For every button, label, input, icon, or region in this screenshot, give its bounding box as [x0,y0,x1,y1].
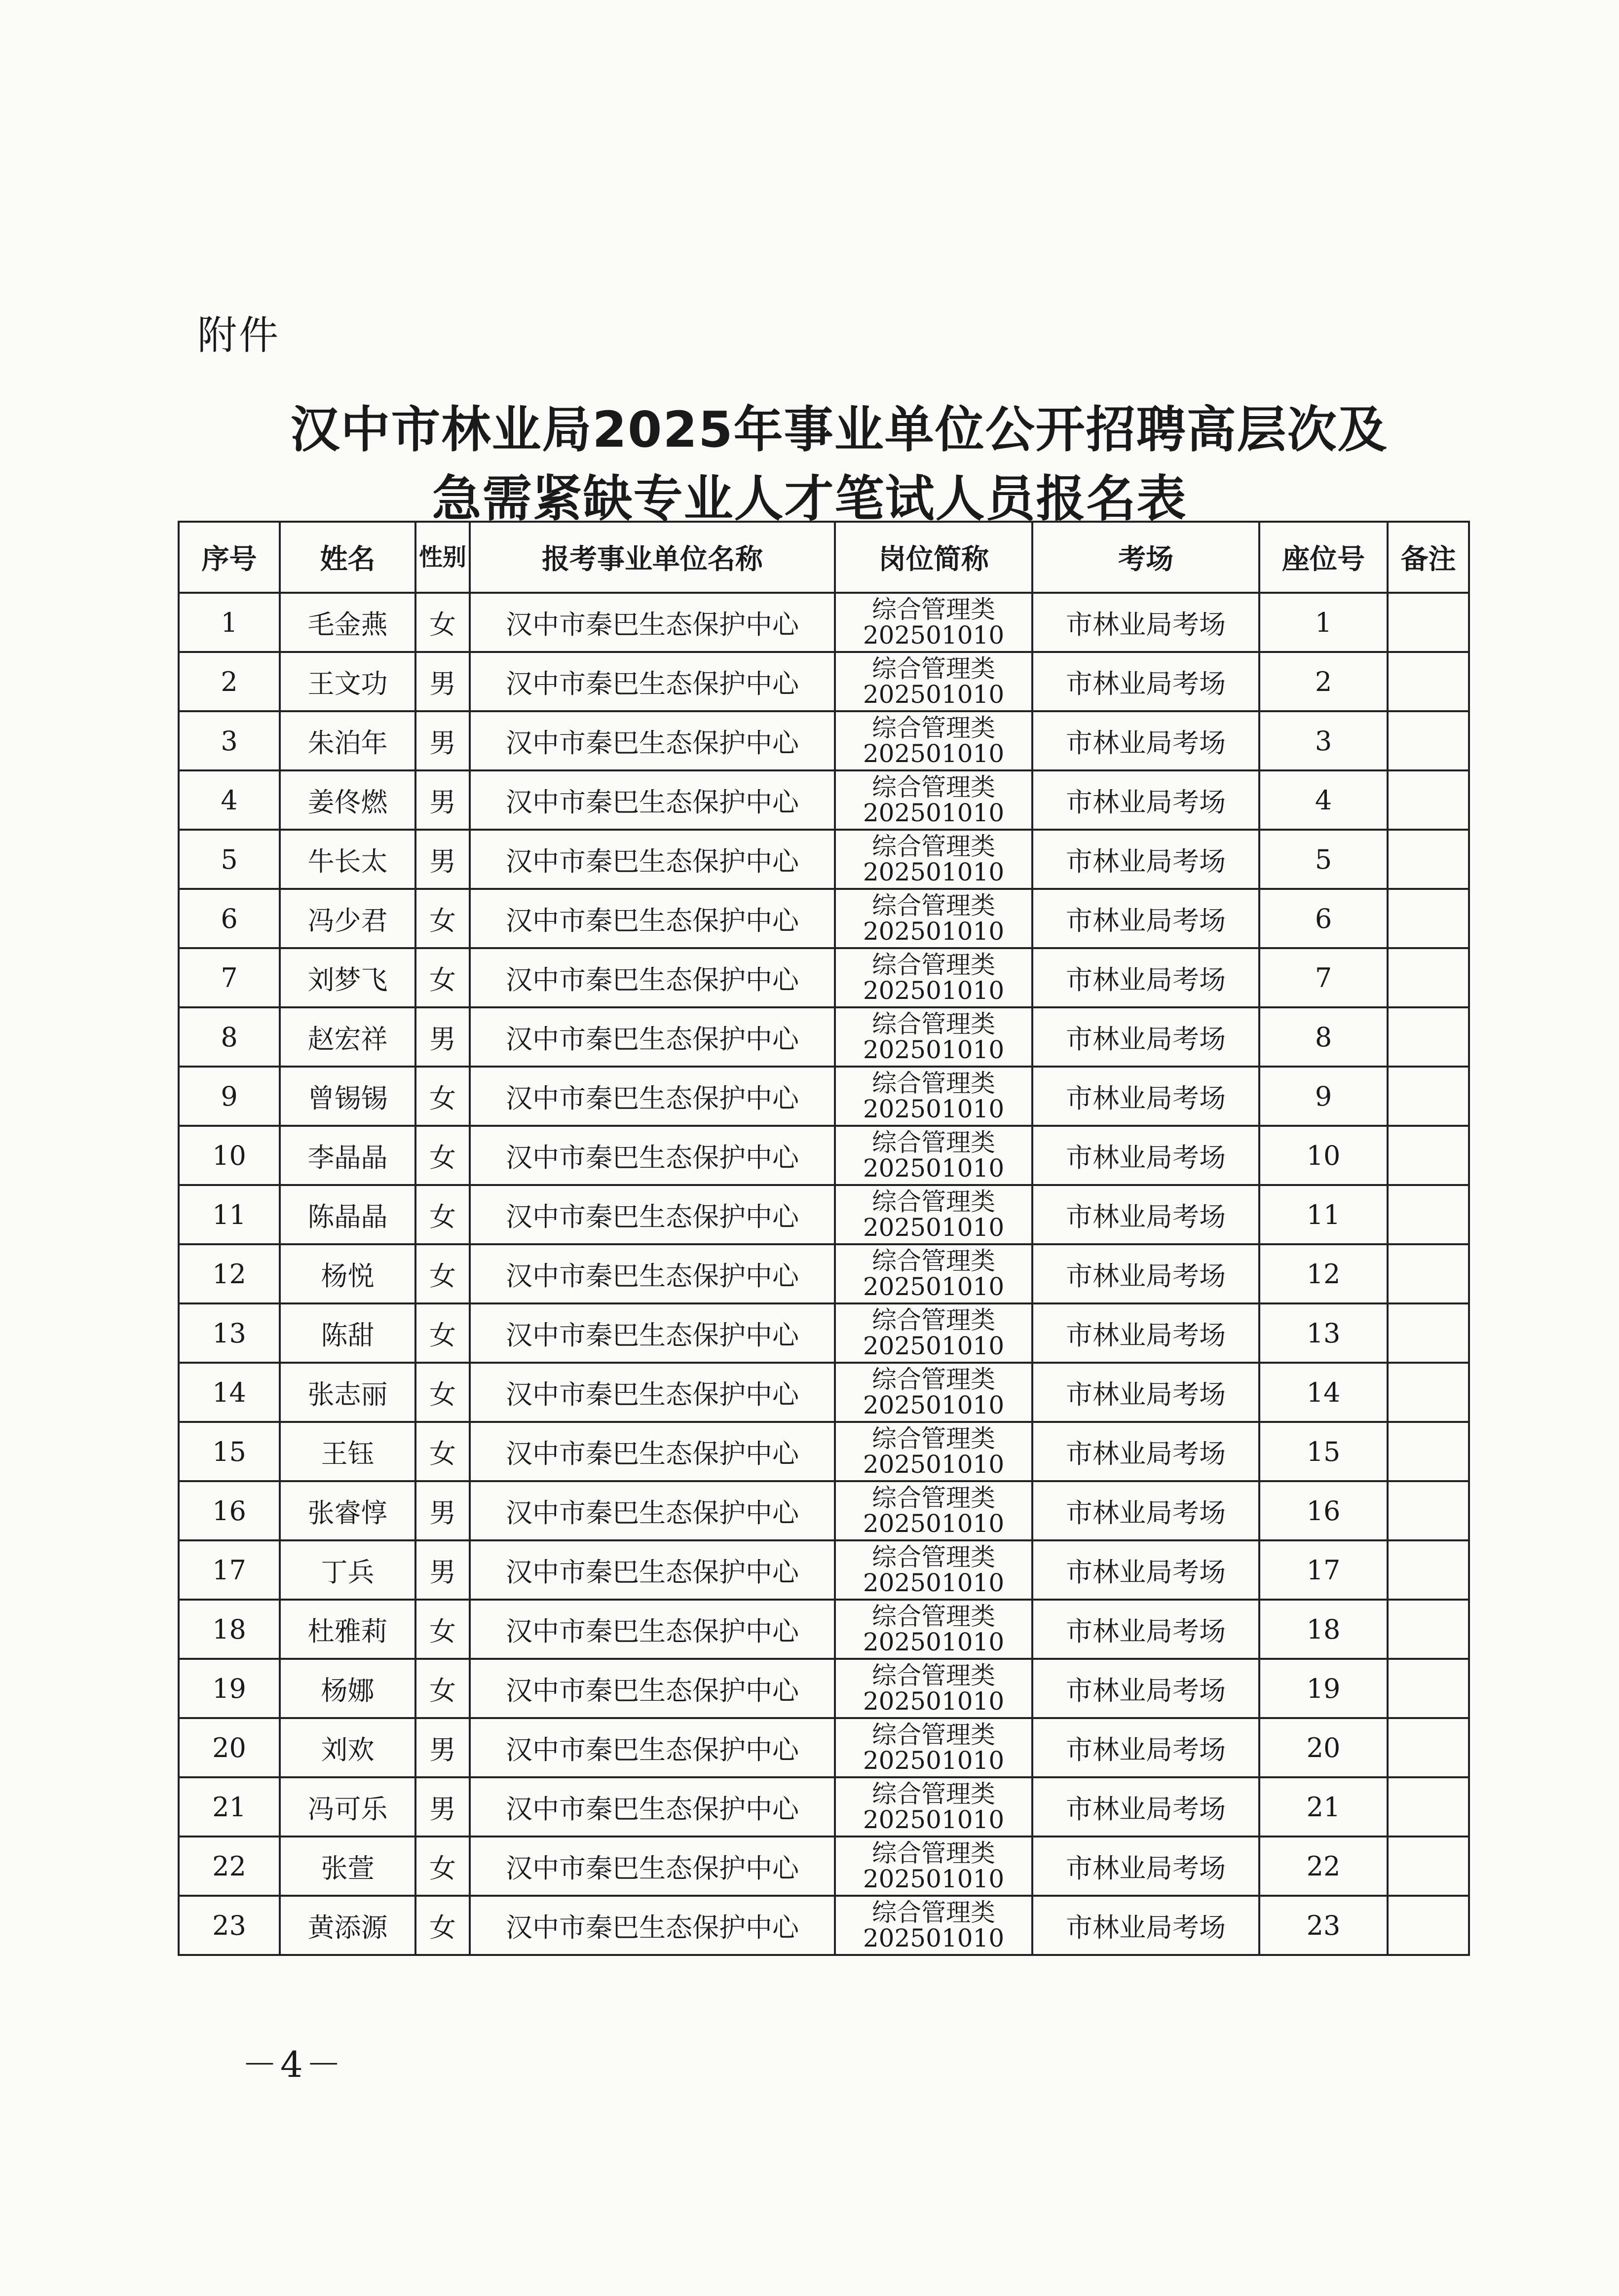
cell-room: 市林业局考场 [1032,1185,1259,1244]
cell-sex: 女 [415,593,470,652]
cell-note [1388,948,1469,1007]
column-header-sex: 性别 [415,522,470,593]
cell-sex: 女 [415,1422,470,1481]
post-code: 202501010 [863,1095,1005,1123]
cell-post [835,1363,1032,1422]
post-code: 202501010 [863,1746,1005,1775]
post-code: 202501010 [863,680,1005,709]
cell-note [1388,770,1469,830]
cell-note [1388,1540,1469,1600]
cell-no: 23 [179,1896,280,1955]
post-name: 综合管理类 [872,891,995,920]
post-code: 202501010 [863,1391,1005,1419]
cell-room: 市林业局考场 [1032,889,1259,948]
cell-note [1388,1067,1469,1126]
table-row [179,1896,1469,1955]
cell-room: 市林业局考场 [1032,1659,1259,1718]
cell-name: 张志丽 [280,1363,415,1422]
cell-unit: 汉中市秦巴生态保护中心 [470,1718,835,1777]
cell-unit: 汉中市秦巴生态保护中心 [470,1185,835,1244]
table-row [179,1777,1469,1837]
cell-post [835,1303,1032,1363]
post-name: 综合管理类 [872,1661,995,1690]
cell-room: 市林业局考场 [1032,1540,1259,1600]
cell-post [835,889,1032,948]
cell-unit: 汉中市秦巴生态保护中心 [470,1837,835,1896]
table-row [179,652,1469,711]
cell-seat: 11 [1259,1185,1388,1244]
registration-table [178,521,1470,1956]
post-code: 202501010 [863,1272,1005,1301]
cell-note [1388,1777,1469,1837]
cell-no: 16 [179,1481,280,1540]
cell-sex: 男 [415,1777,470,1837]
post-name: 综合管理类 [872,1306,995,1335]
post-name: 综合管理类 [872,951,995,979]
post-code: 202501010 [863,858,1005,886]
cell-seat: 23 [1259,1896,1388,1955]
cell-name: 毛金燕 [280,593,415,652]
cell-note [1388,1896,1469,1955]
cell-name: 陈晶晶 [280,1185,415,1244]
cell-sex: 男 [415,1540,470,1600]
table-row [179,1244,1469,1303]
cell-note [1388,711,1469,770]
cell-sex: 女 [415,1126,470,1185]
cell-unit: 汉中市秦巴生态保护中心 [470,1777,835,1837]
cell-sex: 女 [415,948,470,1007]
cell-sex: 女 [415,1185,470,1244]
post-code: 202501010 [863,1569,1005,1597]
cell-room: 市林业局考场 [1032,1007,1259,1067]
cell-unit: 汉中市秦巴生态保护中心 [470,1600,835,1659]
cell-seat: 17 [1259,1540,1388,1600]
table-body [179,593,1469,1955]
column-header-name: 姓名 [280,522,415,593]
table-row [179,711,1469,770]
post-code: 202501010 [863,1154,1005,1183]
cell-post [835,1659,1032,1718]
cell-sex: 男 [415,1718,470,1777]
cell-name: 杜雅莉 [280,1600,415,1659]
cell-post [835,1067,1032,1126]
cell-no: 11 [179,1185,280,1244]
cell-unit: 汉中市秦巴生态保护中心 [470,593,835,652]
cell-post [835,770,1032,830]
table-row [179,948,1469,1007]
cell-unit: 汉中市秦巴生态保护中心 [470,652,835,711]
post-name: 综合管理类 [872,654,995,683]
cell-seat: 13 [1259,1303,1388,1363]
cell-no: 15 [179,1422,280,1481]
cell-name: 杨悦 [280,1244,415,1303]
post-name: 综合管理类 [872,1898,995,1927]
cell-no: 12 [179,1244,280,1303]
cell-name: 李晶晶 [280,1126,415,1185]
page-number: －4－ [242,2044,344,2085]
cell-room: 市林业局考场 [1032,1481,1259,1540]
cell-name: 牛长太 [280,830,415,889]
cell-name: 张萱 [280,1837,415,1896]
cell-sex: 女 [415,1244,470,1303]
cell-sex: 男 [415,652,470,711]
cell-seat: 1 [1259,593,1388,652]
cell-room: 市林业局考场 [1032,948,1259,1007]
cell-name: 杨娜 [280,1659,415,1718]
cell-sex: 男 [415,1481,470,1540]
post-code: 202501010 [863,739,1005,768]
post-name: 综合管理类 [872,1128,995,1157]
cell-post [835,1896,1032,1955]
cell-post [835,1718,1032,1777]
table-row [179,889,1469,948]
cell-seat: 3 [1259,711,1388,770]
cell-room: 市林业局考场 [1032,1303,1259,1363]
cell-post [835,1837,1032,1896]
cell-room: 市林业局考场 [1032,1777,1259,1837]
post-code: 202501010 [863,1035,1005,1064]
post-name: 综合管理类 [872,1010,995,1038]
cell-post [835,652,1032,711]
cell-name: 刘欢 [280,1718,415,1777]
cell-post [835,830,1032,889]
post-code: 202501010 [863,799,1005,827]
cell-note [1388,889,1469,948]
post-name: 综合管理类 [872,773,995,802]
cell-unit: 汉中市秦巴生态保护中心 [470,1896,835,1955]
table-row [179,1007,1469,1067]
column-header-post: 岗位简称 [835,522,1032,593]
cell-name: 陈甜 [280,1303,415,1363]
table-header-row [179,522,1469,593]
post-name: 综合管理类 [872,595,995,624]
cell-post [835,711,1032,770]
cell-post [835,948,1032,1007]
cell-no: 17 [179,1540,280,1600]
cell-seat: 2 [1259,652,1388,711]
cell-unit: 汉中市秦巴生态保护中心 [470,1303,835,1363]
table-row [179,1837,1469,1896]
post-name: 综合管理类 [872,1602,995,1631]
cell-name: 王钰 [280,1422,415,1481]
post-name: 综合管理类 [872,1543,995,1571]
cell-no: 4 [179,770,280,830]
table-row [179,770,1469,830]
cell-seat: 22 [1259,1837,1388,1896]
cell-room: 市林业局考场 [1032,830,1259,889]
cell-room: 市林业局考场 [1032,1837,1259,1896]
document-title-line-1: 汉中市林业局2025年事业单位公开招聘高层次及 [290,401,1388,459]
cell-unit: 汉中市秦巴生态保护中心 [470,770,835,830]
cell-note [1388,1718,1469,1777]
cell-post [835,1007,1032,1067]
cell-seat: 4 [1259,770,1388,830]
table-row [179,1363,1469,1422]
cell-unit: 汉中市秦巴生态保护中心 [470,1363,835,1422]
column-header-room: 考场 [1032,522,1259,593]
cell-note [1388,1837,1469,1896]
cell-no: 19 [179,1659,280,1718]
cell-post [835,1481,1032,1540]
cell-seat: 14 [1259,1363,1388,1422]
cell-no: 21 [179,1777,280,1837]
cell-note [1388,652,1469,711]
cell-note [1388,1481,1469,1540]
cell-no: 18 [179,1600,280,1659]
cell-sex: 女 [415,1837,470,1896]
table-row [179,1718,1469,1777]
table-row [179,1303,1469,1363]
cell-name: 王文功 [280,652,415,711]
table-row [179,1067,1469,1126]
cell-unit: 汉中市秦巴生态保护中心 [470,830,835,889]
cell-note [1388,1363,1469,1422]
post-code: 202501010 [863,1805,1005,1834]
column-header-note: 备注 [1388,522,1469,593]
cell-name: 曾锡锡 [280,1067,415,1126]
cell-note [1388,1303,1469,1363]
cell-no: 3 [179,711,280,770]
table-row [179,1481,1469,1540]
post-name: 综合管理类 [872,1484,995,1512]
cell-seat: 18 [1259,1600,1388,1659]
cell-sex: 女 [415,1600,470,1659]
cell-post [835,1126,1032,1185]
cell-name: 丁兵 [280,1540,415,1600]
post-code: 202501010 [863,621,1005,650]
cell-no: 14 [179,1363,280,1422]
post-code: 202501010 [863,1865,1005,1893]
cell-no: 1 [179,593,280,652]
cell-room: 市林业局考场 [1032,1067,1259,1126]
cell-sex: 女 [415,1896,470,1955]
column-header-no: 序号 [179,522,280,593]
post-code: 202501010 [863,1213,1005,1242]
cell-note [1388,1422,1469,1481]
cell-seat: 19 [1259,1659,1388,1718]
cell-name: 冯少君 [280,889,415,948]
cell-unit: 汉中市秦巴生态保护中心 [470,948,835,1007]
cell-name: 冯可乐 [280,1777,415,1837]
cell-name: 黄添源 [280,1896,415,1955]
cell-sex: 女 [415,889,470,948]
post-name: 综合管理类 [872,1365,995,1394]
cell-unit: 汉中市秦巴生态保护中心 [470,1067,835,1126]
cell-room: 市林业局考场 [1032,1126,1259,1185]
cell-note [1388,830,1469,889]
table-row [179,1600,1469,1659]
cell-unit: 汉中市秦巴生态保护中心 [470,1244,835,1303]
cell-sex: 女 [415,1303,470,1363]
cell-sex: 男 [415,770,470,830]
post-code: 202501010 [863,976,1005,1005]
cell-unit: 汉中市秦巴生态保护中心 [470,711,835,770]
cell-room: 市林业局考场 [1032,1244,1259,1303]
cell-seat: 5 [1259,830,1388,889]
cell-note [1388,1007,1469,1067]
cell-unit: 汉中市秦巴生态保护中心 [470,1422,835,1481]
cell-no: 5 [179,830,280,889]
cell-seat: 6 [1259,889,1388,948]
cell-name: 姜佟燃 [280,770,415,830]
cell-sex: 男 [415,711,470,770]
cell-note [1388,1126,1469,1185]
post-name: 综合管理类 [872,1187,995,1216]
cell-no: 2 [179,652,280,711]
post-name: 综合管理类 [872,1424,995,1453]
cell-name: 张睿惇 [280,1481,415,1540]
cell-room: 市林业局考场 [1032,1600,1259,1659]
cell-sex: 女 [415,1659,470,1718]
post-code: 202501010 [863,1450,1005,1479]
cell-seat: 9 [1259,1067,1388,1126]
post-name: 综合管理类 [872,832,995,861]
post-code: 202501010 [863,1332,1005,1360]
cell-no: 8 [179,1007,280,1067]
cell-no: 9 [179,1067,280,1126]
cell-note [1388,593,1469,652]
post-name: 综合管理类 [872,1839,995,1868]
cell-sex: 男 [415,1007,470,1067]
cell-post [835,1600,1032,1659]
table-row [179,830,1469,889]
cell-note [1388,1600,1469,1659]
cell-unit: 汉中市秦巴生态保护中心 [470,1007,835,1067]
cell-no: 13 [179,1303,280,1363]
cell-sex: 女 [415,1363,470,1422]
cell-note [1388,1659,1469,1718]
cell-note [1388,1185,1469,1244]
cell-no: 6 [179,889,280,948]
table-row [179,1185,1469,1244]
cell-name: 朱泊年 [280,711,415,770]
cell-note [1388,1244,1469,1303]
cell-unit: 汉中市秦巴生态保护中心 [470,889,835,948]
cell-room: 市林业局考场 [1032,711,1259,770]
cell-post [835,1540,1032,1600]
post-name: 综合管理类 [872,1069,995,1098]
post-name: 综合管理类 [872,1780,995,1808]
cell-post [835,593,1032,652]
cell-no: 10 [179,1126,280,1185]
cell-unit: 汉中市秦巴生态保护中心 [470,1126,835,1185]
post-code: 202501010 [863,917,1005,946]
cell-unit: 汉中市秦巴生态保护中心 [470,1659,835,1718]
post-name: 综合管理类 [872,1247,995,1275]
cell-seat: 15 [1259,1422,1388,1481]
column-header-unit: 报考事业单位名称 [470,522,835,593]
cell-seat: 16 [1259,1481,1388,1540]
cell-room: 市林业局考场 [1032,593,1259,652]
cell-no: 7 [179,948,280,1007]
cell-unit: 汉中市秦巴生态保护中心 [470,1540,835,1600]
table-row [179,1422,1469,1481]
document-title-line-2: 急需紧缺专业人才笔试人员报名表 [432,470,1187,528]
post-name: 综合管理类 [872,714,995,742]
cell-post [835,1422,1032,1481]
cell-name: 刘梦飞 [280,948,415,1007]
cell-post [835,1185,1032,1244]
cell-unit: 汉中市秦巴生态保护中心 [470,1481,835,1540]
cell-no: 20 [179,1718,280,1777]
post-code: 202501010 [863,1687,1005,1716]
table-row [179,1659,1469,1718]
attachment-label: 附件 [197,312,280,358]
column-header-seat: 座位号 [1259,522,1388,593]
cell-room: 市林业局考场 [1032,770,1259,830]
cell-name: 赵宏祥 [280,1007,415,1067]
table-row [179,593,1469,652]
cell-sex: 女 [415,1067,470,1126]
table-row [179,1540,1469,1600]
cell-room: 市林业局考场 [1032,1363,1259,1422]
cell-no: 22 [179,1837,280,1896]
cell-room: 市林业局考场 [1032,1718,1259,1777]
cell-post [835,1777,1032,1837]
table-row [179,1126,1469,1185]
cell-seat: 7 [1259,948,1388,1007]
cell-room: 市林业局考场 [1032,1896,1259,1955]
cell-seat: 21 [1259,1777,1388,1837]
post-code: 202501010 [863,1509,1005,1538]
cell-seat: 12 [1259,1244,1388,1303]
cell-room: 市林业局考场 [1032,1422,1259,1481]
cell-seat: 8 [1259,1007,1388,1067]
cell-seat: 20 [1259,1718,1388,1777]
cell-post [835,1244,1032,1303]
post-code: 202501010 [863,1628,1005,1656]
cell-room: 市林业局考场 [1032,652,1259,711]
post-code: 202501010 [863,1924,1005,1952]
cell-seat: 10 [1259,1126,1388,1185]
post-name: 综合管理类 [872,1721,995,1749]
cell-sex: 男 [415,830,470,889]
